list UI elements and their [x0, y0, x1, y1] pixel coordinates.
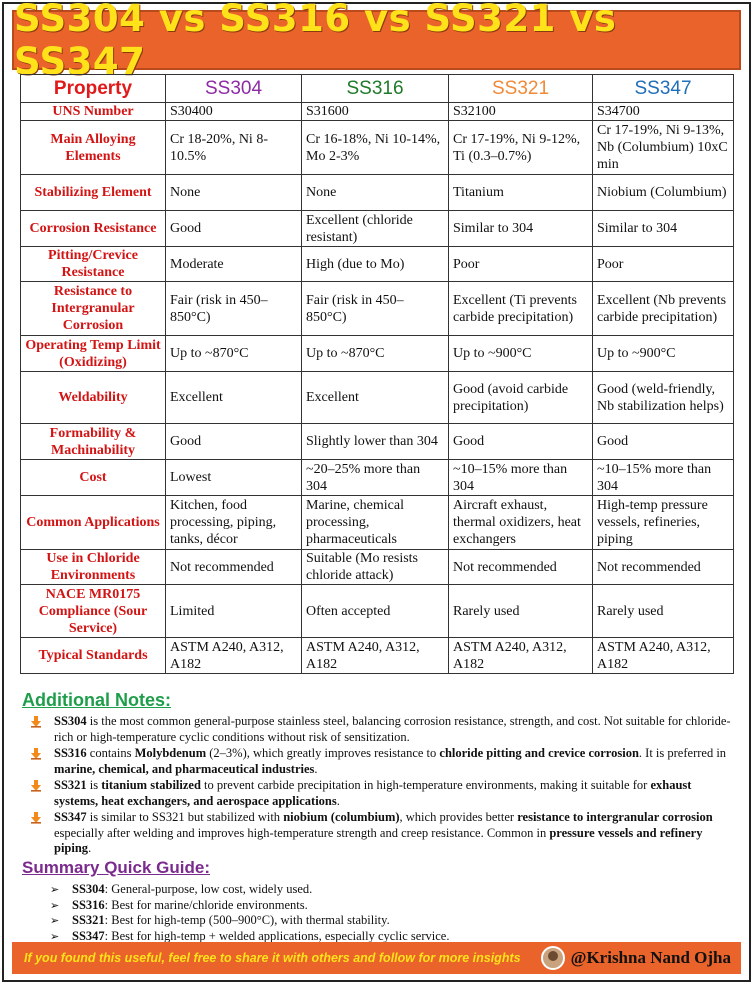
table-body	[21, 103, 734, 674]
cell-ss347: Good (weld-friendly, Nb stabilization helps)	[593, 372, 734, 424]
author-credit[interactable]	[541, 946, 731, 970]
cell-ss304: Cr 18-20%, Ni 8-10.5%	[166, 121, 302, 175]
row-property: Use in Chloride Environments	[21, 550, 166, 585]
cell-ss321: ~10–15% more than 304	[449, 460, 593, 496]
summary-item	[22, 898, 734, 914]
summary-text: : Best for high-temp (500–900°C), with thermal stability.	[104, 913, 390, 927]
cell-ss304: Good	[166, 211, 302, 247]
cell-ss316: None	[302, 175, 449, 211]
note-item	[22, 778, 734, 809]
cell-ss347: ASTM A240, A312, A182	[593, 638, 734, 674]
row-property: Formability & Machinability	[21, 424, 166, 460]
cell-ss304: Kitchen, food processing, piping, tanks, décor	[166, 496, 302, 550]
note-item	[22, 810, 734, 857]
note-emphasis: SS321	[54, 778, 87, 792]
summary-grade: SS347	[72, 928, 105, 943]
note-emphasis: exhaust systems, heat exchangers, and aerospace applications	[54, 778, 692, 808]
note-item	[22, 714, 734, 745]
note-text: especially after welding and improves high-temperature strength and creep resistance. Common in	[54, 825, 550, 840]
table-row	[21, 247, 734, 282]
footer-cta: If you found this useful, feel free to share it with others and follow for more insights	[24, 951, 521, 965]
note-emphasis: SS304	[54, 714, 87, 728]
table-row	[21, 585, 734, 638]
bullet-arrow-icon	[30, 778, 42, 792]
table-header-row	[21, 75, 734, 103]
cell-ss316: Often accepted	[302, 585, 449, 638]
cell-ss316: S31600	[302, 103, 449, 121]
summary-item	[22, 882, 734, 898]
row-property: Resistance to Intergranular Corrosion	[21, 282, 166, 336]
table-row	[21, 121, 734, 175]
table-row	[21, 550, 734, 585]
summary-grade: SS304	[72, 882, 105, 896]
cell-ss316: Fair (risk in 450–850°C)	[302, 282, 449, 336]
table-row	[21, 496, 734, 550]
cell-ss316: Marine, chemical processing, pharmaceuticals	[302, 496, 449, 550]
cell-ss321: S32100	[449, 103, 593, 121]
cell-ss304: S30400	[166, 103, 302, 121]
note-text: (2–3%), which greatly improves resistance to	[206, 746, 440, 760]
arrow-right-icon: ➢	[50, 929, 60, 943]
header-ss347: SS347	[593, 75, 734, 103]
header-property: Property	[21, 75, 166, 103]
note-text: , which provides better	[399, 810, 518, 824]
note-emphasis: SS316	[54, 746, 87, 760]
summary-list	[22, 882, 734, 944]
cell-ss321: Aircraft exhaust, thermal oxidizers, heat exchangers	[449, 496, 593, 550]
cell-ss304: Excellent	[166, 372, 302, 424]
cell-ss316: Excellent	[302, 372, 449, 424]
table-row	[21, 424, 734, 460]
row-property: Operating Temp Limit (Oxidizing)	[21, 336, 166, 372]
cell-ss304: Limited	[166, 585, 302, 638]
note-text: .	[336, 793, 340, 808]
cell-ss304: Not recommended	[166, 550, 302, 585]
table-row	[21, 211, 734, 247]
row-property: Corrosion Resistance	[21, 211, 166, 247]
row-property: Weldability	[21, 372, 166, 424]
table-row	[21, 372, 734, 424]
note-emphasis: niobium (columbium)	[283, 810, 400, 824]
summary-grade: SS321	[72, 913, 105, 927]
title-banner	[12, 0, 741, 83]
cell-ss321: ASTM A240, A312, A182	[449, 638, 593, 674]
author-handle[interactable]: @Krishna Nand Ojha	[570, 948, 731, 967]
additional-notes	[22, 690, 734, 858]
cell-ss304: ASTM A240, A312, A182	[166, 638, 302, 674]
cell-ss347: Similar to 304	[593, 211, 734, 247]
note-emphasis: marine, chemical, and pharmaceutical industries	[54, 761, 315, 776]
note-emphasis: pressure vessels and refinery piping	[54, 825, 703, 855]
cell-ss316: ~20–25% more than 304	[302, 460, 449, 496]
cell-ss316: Cr 16-18%, Ni 10-14%, Mo 2-3%	[302, 121, 449, 175]
cell-ss321: Up to ~900°C	[449, 336, 593, 372]
row-property: NACE MR0175 Compliance (Sour Service)	[21, 585, 166, 638]
summary-grade: SS316	[72, 897, 105, 912]
cell-ss347: Rarely used	[593, 585, 734, 638]
note-emphasis: resistance to intergranular corrosion	[517, 810, 713, 824]
note-text: is similar to SS321 but stabilized with	[86, 810, 284, 824]
row-property: Common Applications	[21, 496, 166, 550]
note-text: . It is preferred in	[638, 746, 727, 760]
comparison-table	[20, 74, 734, 674]
table-row	[21, 175, 734, 211]
note-text: contains	[86, 746, 135, 760]
cell-ss316: Up to ~870°C	[302, 336, 449, 372]
row-property: Main Alloying Elements	[21, 121, 166, 175]
note-item	[22, 746, 734, 777]
cell-ss304: Up to ~870°C	[166, 336, 302, 372]
header-ss321: SS321	[449, 75, 593, 103]
cell-ss316: High (due to Mo)	[302, 247, 449, 282]
table-row	[21, 460, 734, 496]
summary-text: : Best for high-temp + welded applications, especially cyclic service.	[104, 928, 450, 943]
cell-ss321: Rarely used	[449, 585, 593, 638]
summary-text: : General-purpose, low cost, widely used.	[104, 882, 313, 896]
header-ss304: SS304	[166, 75, 302, 103]
arrow-right-icon: ➢	[50, 914, 60, 927]
arrow-right-icon: ➢	[50, 898, 60, 912]
summary-heading: Summary Quick Guide:	[22, 858, 210, 877]
bullet-arrow-icon	[30, 746, 42, 760]
cell-ss347: Up to ~900°C	[593, 336, 734, 372]
cell-ss347: Cr 17-19%, Ni 9-13%, Nb (Columbium) 10xC min	[593, 121, 734, 175]
cell-ss321: Good	[449, 424, 593, 460]
cell-ss316: Excellent (chloride resistant)	[302, 211, 449, 247]
row-property: Pitting/Crevice Resistance	[21, 247, 166, 282]
page-title: SS304 vs SS316 vs SS321 vs SS347	[14, 0, 617, 83]
row-property: UNS Number	[21, 103, 166, 121]
note-text: is	[86, 778, 102, 792]
cell-ss321: Not recommended	[449, 550, 593, 585]
summary-guide	[22, 858, 734, 944]
note-emphasis: titanium stabilized	[101, 778, 201, 792]
table-row	[21, 282, 734, 336]
note-emphasis: SS347	[54, 810, 87, 824]
notes-heading: Additional Notes:	[22, 690, 171, 710]
bullet-arrow-icon	[30, 714, 42, 728]
cell-ss347: Poor	[593, 247, 734, 282]
note-text: .	[314, 761, 318, 776]
cell-ss316: ASTM A240, A312, A182	[302, 638, 449, 674]
bullet-arrow-icon	[30, 810, 42, 824]
cell-ss316: Slightly lower than 304	[302, 424, 449, 460]
cell-ss347: ~10–15% more than 304	[593, 460, 734, 496]
cell-ss304: Lowest	[166, 460, 302, 496]
note-text: is the most common general-purpose stainless steel, balancing corrosion resistance, strength, and cost. Not suitable for chloride-rich or high-temperature cyclic conditions without risk of sensitization.	[54, 714, 731, 744]
note-text: .	[88, 841, 92, 855]
cell-ss304: Good	[166, 424, 302, 460]
cell-ss347: Good	[593, 424, 734, 460]
row-property: Typical Standards	[21, 638, 166, 674]
cell-ss321: Poor	[449, 247, 593, 282]
note-text: to prevent carbide precipitation in high-temperature environments, making it suitable for	[200, 778, 651, 792]
cell-ss321: Excellent (Ti prevents carbide precipitation)	[449, 282, 593, 336]
cell-ss321: Titanium	[449, 175, 593, 211]
cell-ss347: S34700	[593, 103, 734, 121]
row-property: Cost	[21, 460, 166, 496]
header-ss316: SS316	[302, 75, 449, 103]
footer-banner	[12, 942, 741, 974]
cell-ss304: None	[166, 175, 302, 211]
cell-ss304: Fair (risk in 450–850°C)	[166, 282, 302, 336]
cell-ss347: Excellent (Nb prevents carbide precipitation)	[593, 282, 734, 336]
cell-ss321: Similar to 304	[449, 211, 593, 247]
arrow-right-icon: ➢	[50, 883, 60, 896]
table-row	[21, 103, 734, 121]
row-property: Stabilizing Element	[21, 175, 166, 211]
summary-item	[22, 913, 734, 929]
table-row	[21, 638, 734, 674]
cell-ss347: Not recommended	[593, 550, 734, 585]
note-emphasis: chloride pitting and crevice corrosion	[439, 746, 639, 760]
cell-ss304: Moderate	[166, 247, 302, 282]
cell-ss347: Niobium (Columbium)	[593, 175, 734, 211]
cell-ss347: High-temp pressure vessels, refineries, piping	[593, 496, 734, 550]
summary-text: : Best for marine/chloride environments.	[104, 897, 308, 912]
cell-ss316: Suitable (Mo resists chloride attack)	[302, 550, 449, 585]
table-row	[21, 336, 734, 372]
notes-list	[22, 714, 734, 857]
author-avatar	[541, 946, 565, 970]
cell-ss321: Good (avoid carbide precipitation)	[449, 372, 593, 424]
cell-ss321: Cr 17-19%, Ni 9-12%, Ti (0.3–0.7%)	[449, 121, 593, 175]
note-emphasis: Molybdenum	[134, 746, 207, 760]
